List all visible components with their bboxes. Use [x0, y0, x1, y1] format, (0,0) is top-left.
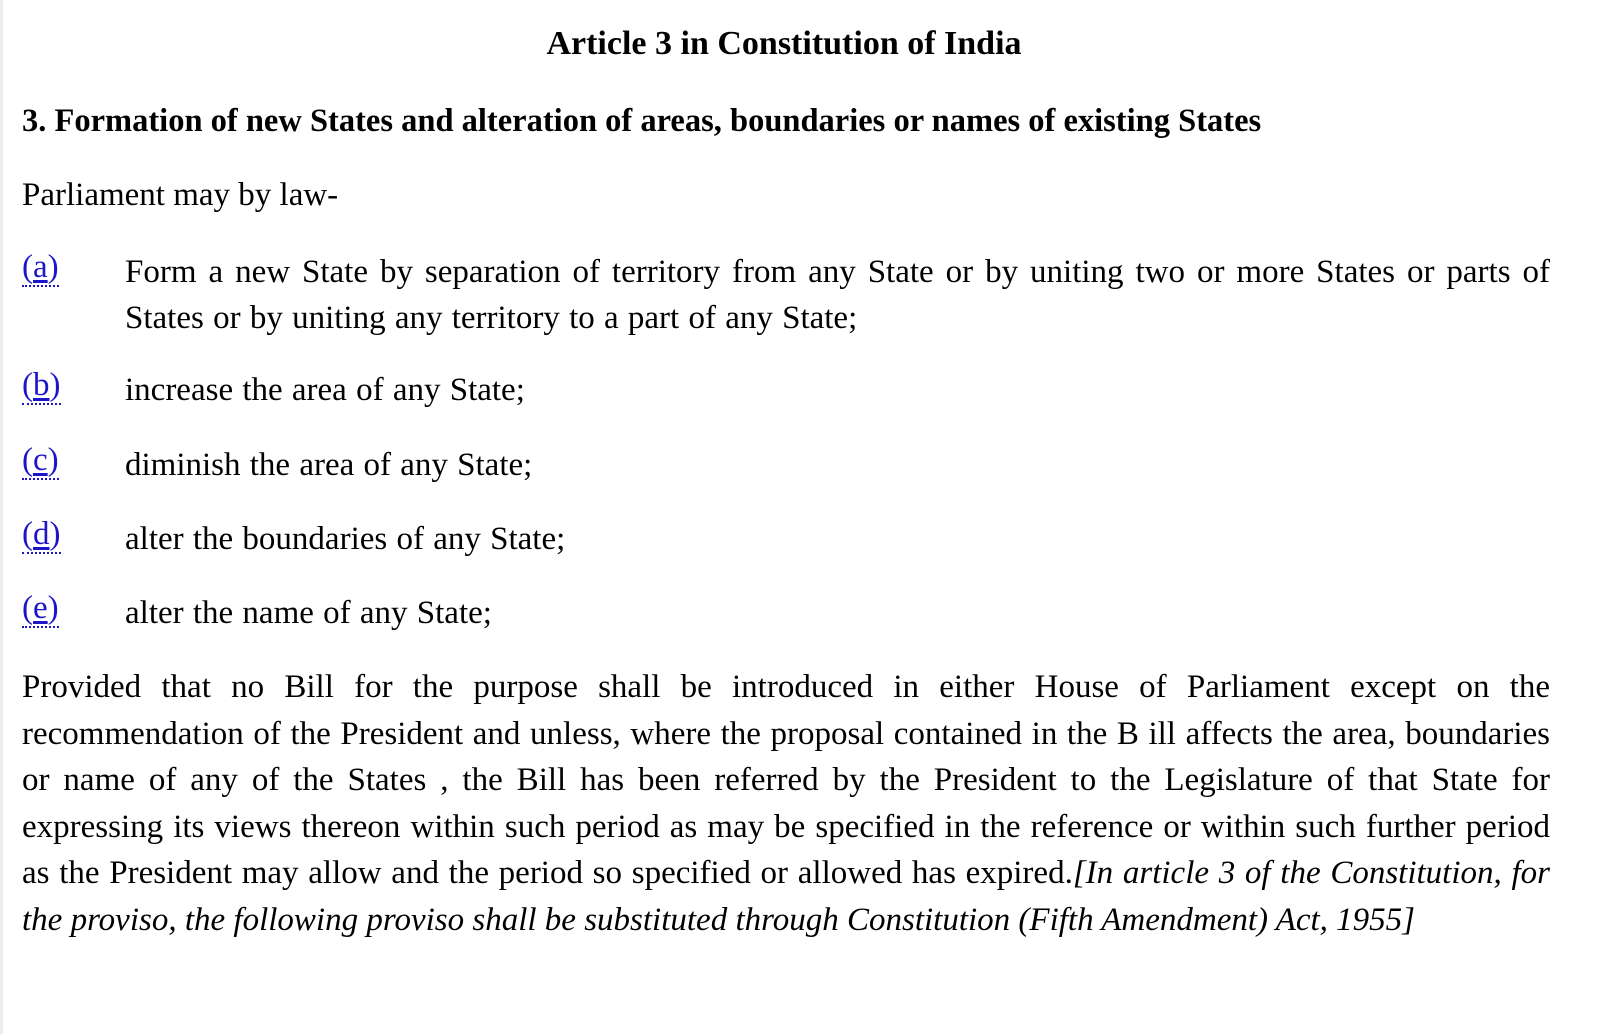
marker-close: ) — [47, 590, 59, 626]
clause-b-link[interactable] — [22, 367, 61, 405]
clause-d-text: alter the boundaries of any State; — [125, 521, 566, 557]
marker-close: ) — [49, 516, 61, 552]
clause-d-link[interactable] — [22, 516, 61, 554]
marker-open: ( — [22, 516, 33, 552]
clause-a-text: Form a new State by separation of territory from any State or by uniting two or more States or parts of States or by uniting any territory to a part of any State; — [125, 254, 1550, 336]
amendment-note: [In article 3 of the Constitution, for the proviso, the following proviso shall be substituted through Constitution (Fifth Amendment) Act, 1955] — [22, 855, 1550, 938]
marker-open: ( — [22, 442, 33, 478]
clause-e-text: alter the name of any State; — [125, 595, 492, 631]
marker-open: ( — [22, 249, 33, 285]
page-title: Article 3 in Constitution of India — [546, 25, 1022, 62]
marker-open: ( — [22, 367, 33, 403]
marker-close: ) — [47, 442, 59, 478]
marker-open: ( — [22, 590, 33, 626]
marker-close: ) — [49, 367, 61, 403]
marker-close: ) — [47, 249, 59, 285]
clause-b-text: increase the area of any State; — [125, 372, 525, 408]
clause-e-link[interactable] — [22, 590, 59, 628]
clause-c-link[interactable] — [22, 442, 59, 480]
marker-letter: d — [33, 516, 50, 552]
proviso-text: Provided that no Bill for the purpose shall be introduced in either House of Parliament except on the recommendation of the President and unless, where the proposal contained in the B ill affects the area, boundaries or name of any of the States , the Bill has been referred by the President to the Legislature of that State for expressing its views thereon within such period as may be specified in the reference or within such further period as the President may allow and the period so specified or allowed has expired. — [22, 669, 1550, 891]
section-heading: 3. Formation of new States and alteration of areas, boundaries or names of existing States — [22, 103, 1262, 139]
proviso-paragraph — [22, 664, 1550, 943]
marker-letter: b — [33, 367, 50, 403]
marker-letter: c — [33, 442, 48, 478]
marker-letter: e — [33, 590, 48, 626]
clause-c-text: diminish the area of any State; — [125, 447, 533, 483]
marker-letter: a — [33, 249, 48, 285]
intro-text: Parliament may by law- — [22, 177, 339, 213]
left-border — [0, 0, 3, 1034]
clause-a-link[interactable] — [22, 249, 59, 287]
